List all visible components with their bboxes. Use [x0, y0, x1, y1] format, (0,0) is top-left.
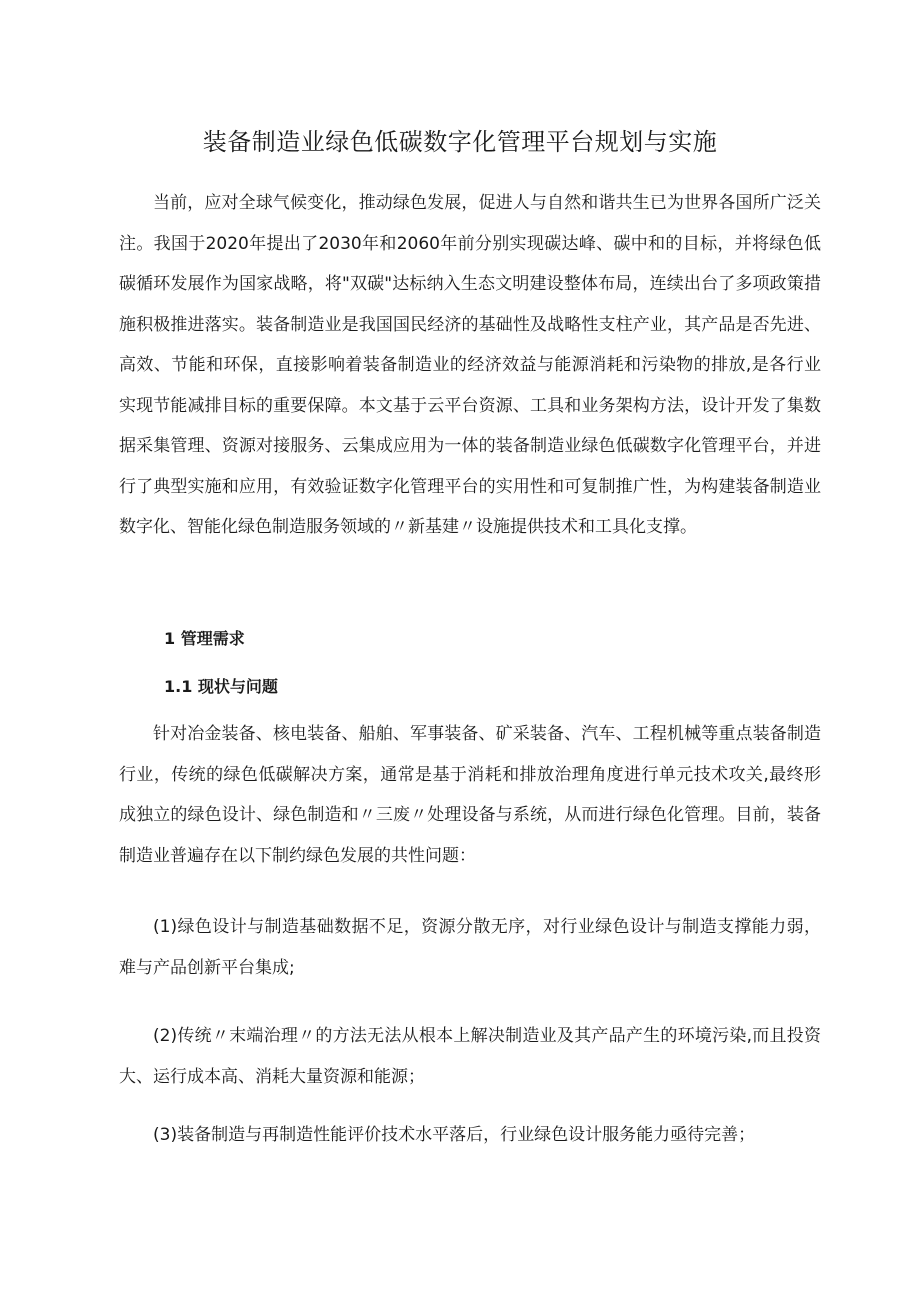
status-paragraph: 针对冶金装备、核电装备、船舶、军事装备、矿采装备、汽车、工程机械等重点装备制造行业，传统的绿色低碳解决方案，通常是基于消耗和排放治理角度进行单元技术攻关,最终形成独立的绿色设计、绿色制造和〃三废〃处理设备与系统，从而进行绿色化管理。目前，装备制造业普遍存在以下制约绿色发展的共性问题：: [119, 724, 821, 866]
section-heading: 1 管理需求: [164, 629, 245, 648]
problem-item-2: (2)传统〃末端治理〃的方法无法从根本上解决制造业及其产品产生的环境污染,而且投资大、运行成本高、消耗大量资源和能源；: [119, 1026, 821, 1087]
intro-paragraph: 当前，应对全球气候变化，推动绿色发展，促进人与自然和谐共生已为世界各国所广泛关注。我国于2020年提出了2030年和2060年前分别实现碳达峰、碳中和的目标，并将绿色低碳循环发展作为国家战略，将"双碳"达标纳入生态文明建设整体布局，连续出台了多项政策措施积极推进落实。装备制造业是我国国民经济的基础性及战略性支柱产业，其产品是否先进、高效、节能和环保，直接影响着装备制造业的经济效益与能源消耗和污染物的排放,是各行业实现节能减排目标的重要保障。本文基于云平台资源、工具和业务架构方法，设计开发了集数据采集管理、资源对接服务、云集成应用为一体的装备制造业绿色低碳数字化管理平台，并进行了典型实施和应用，有效验证数字化管理平台的实用性和可复制推广性，为构建装备制造业数字化、智能化绿色制造服务领域的〃新基建〃设施提供技术和工具化支撑。: [119, 193, 821, 537]
problem-item-3: (3)装备制造与再制造性能评价技术水平落后，行业绿色设计服务能力亟待完善；: [153, 1125, 756, 1145]
problem-item-1: (1)绿色设计与制造基础数据不足，资源分散无序，对行业绿色设计与制造支撑能力弱，难与产品创新平台集成;: [119, 917, 821, 978]
subsection-heading: 1.1 现状与问题: [164, 677, 278, 696]
document-title: 装备制造业绿色低碳数字化管理平台规划与实施: [202, 128, 718, 156]
